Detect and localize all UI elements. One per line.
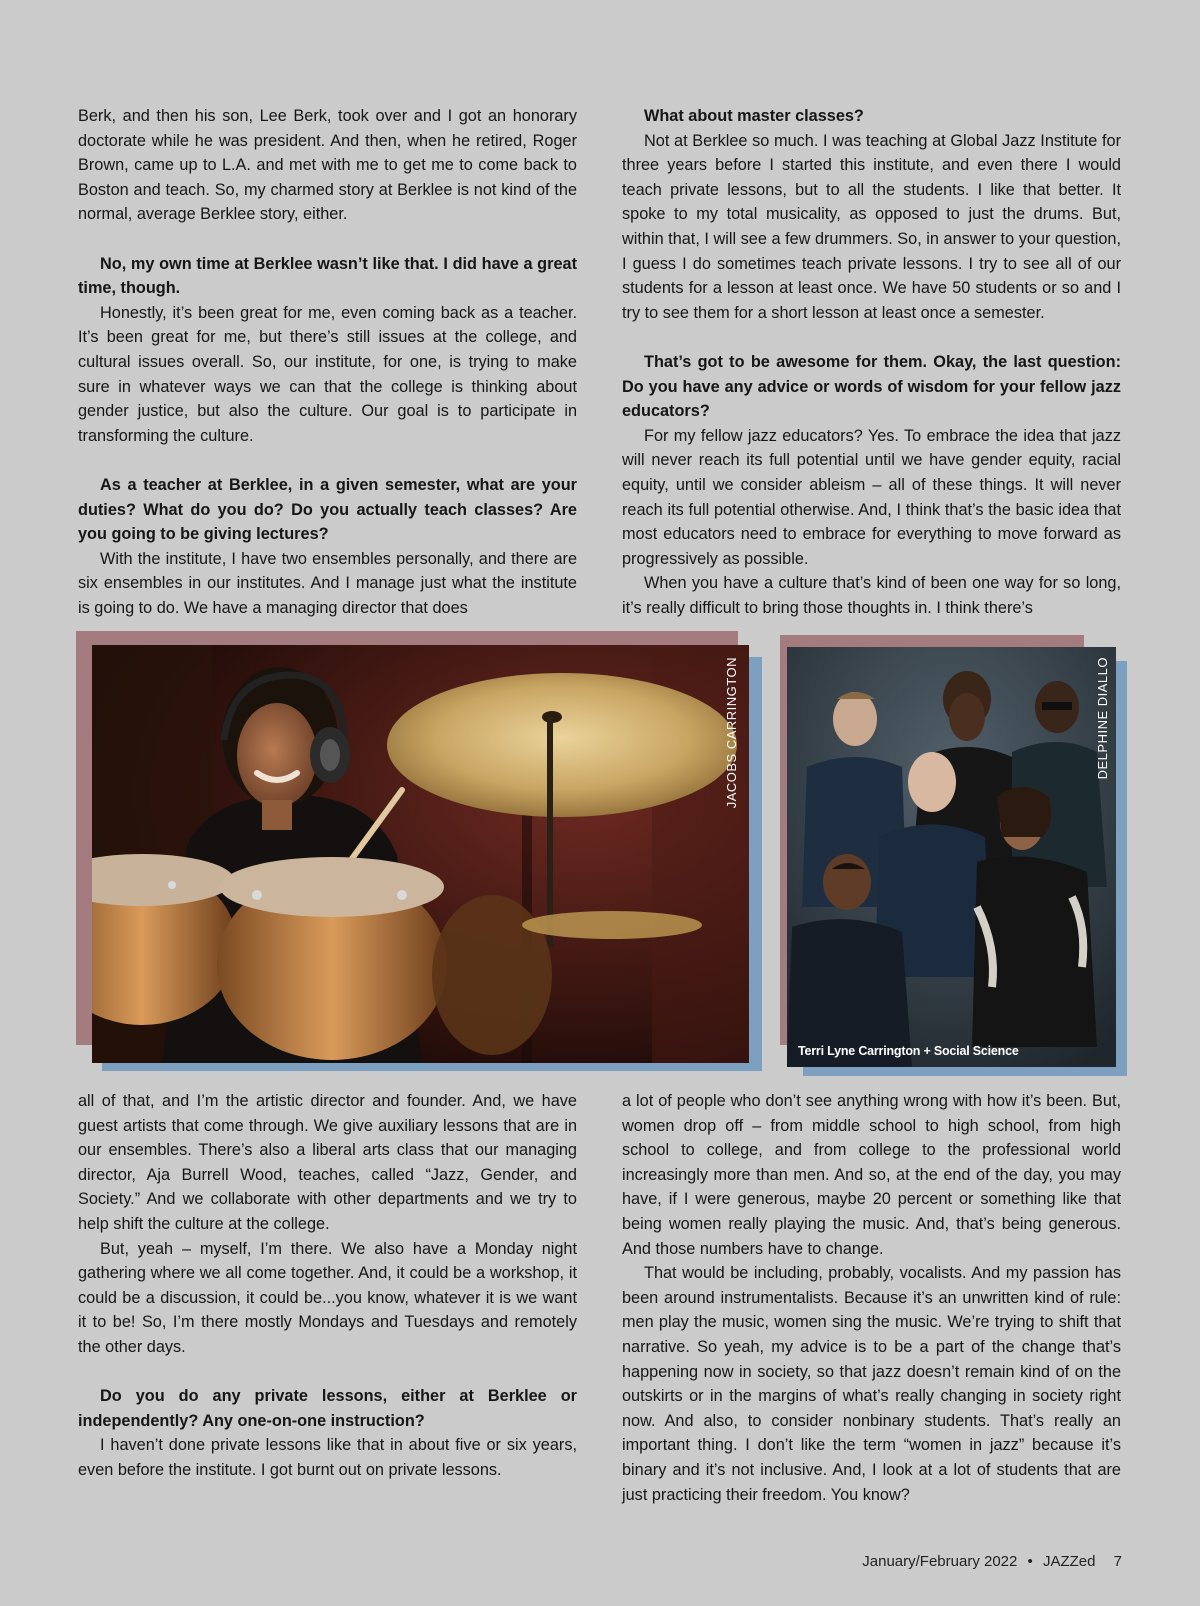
paragraph-spacer — [78, 227, 577, 252]
drummer-photo — [92, 645, 749, 1063]
interview-answer: a lot of people who don’t see anything wrong with how it’s been. But, women drop off – from middle school to high school, from high school to college, and from college to the professional world increasingly more than men. And so, at the end of the day, you may have, if I were generous, maybe 20 percent or something like that being women really playing the music. And, that’s being generous. And those numbers have to change. — [622, 1092, 1121, 1258]
interview-answer: For my fellow jazz educators? Yes. To embrace the idea that jazz will never reach its full potential until we have gender equity, racial equity, until we consider ableism – all of these things. It will never reach its full potential otherwise. And, I think that’s the basic idea that most educators need to embrace for everything to move forward as progressively as possible. — [622, 426, 1121, 568]
interview-answer: Berk, and then his son, Lee Berk, took over and I got an honorary doctorate while he was president. And then, when he retired, Roger Brown, came up to L.A. and met with me to get me to come back to Boston and teach. So, my charmed story at Berklee is not kind of the normal, average Berklee story, either. — [78, 107, 577, 224]
paragraph-spacer — [622, 325, 1121, 350]
group-photo-frame — [780, 635, 1127, 1076]
interview-answer: Not at Berklee so much. I was teaching at Global Jazz Institute for three years before I started this institute, and even there I would teach private lessons, but to all the students. I like that better. It spoke to my total musicality, as opposed to just the drums. But, within that, I will see a few drummers. So, in answer to your question, I guess I do sometimes teach private lessons. I try to see all of our students for a lesson at least once. We have 50 students or so and I try to see them for a short lesson at least once a semester. — [622, 131, 1121, 322]
paragraph-spacer — [78, 1360, 577, 1385]
interview-answer: Honestly, it’s been great for me, even coming back as a teacher. It’s been great for me, but there’s still issues at the college, and cultural issues overall. So, our institute, for one, is trying to make sure in whatever ways we can that the college is thinking about gender justice, but also the culture. Our goal is to participate in transforming the culture. — [78, 303, 577, 445]
article-column-right-top — [622, 104, 1121, 620]
drummer-photo-credit: JACOBS CARRINGTON — [724, 657, 739, 809]
interview-answer: But, yeah – myself, I’m there. We also have a Monday night gathering where we all come together. And, it could be a workshop, it could be a discussion, it could be...you know, whatever it is we want it to be! So, I’m there mostly Mondays and Tuesdays and remotely the other days. — [78, 1239, 577, 1356]
interview-question: What about master classes? — [644, 107, 864, 125]
page-number: 7 — [1113, 1553, 1122, 1570]
interview-answer: That would be including, probably, vocalists. And my passion has been around instrumentalists. Because it’s an unwritten kind of rule: men play the music, women sing the music. We’re trying to shift that narrative. So yeah, my advice is to be a part of the change that’s happening now in society, so that jazz doesn’t remain kind of on the outskirts or in the margins of what’s really changing in society right now. And also, to consider nonbinary students. That’s really an important thing. I don’t like the term “women in jazz” because it’s binary and it’s not inclusive. And, I look at a lot of students that are just practicing their freedom. You know? — [622, 1264, 1121, 1504]
article-column-left-top — [78, 104, 577, 620]
interview-answer: When you have a culture that’s kind of been one way for so long, it’s really difficult to bring those thoughts in. I think there’s — [622, 574, 1121, 617]
page-footer — [856, 1553, 1122, 1570]
group-photo-caption: Terri Lyne Carrington + Social Science — [798, 1044, 1019, 1058]
article-column-right-bottom — [622, 1089, 1121, 1507]
interview-question: Do you do any private lessons, either at Berklee or independently? Any one-on-one instruction? — [78, 1387, 577, 1430]
drummer-photo-frame — [76, 631, 762, 1071]
magazine-name: JAZZed — [1042, 1553, 1096, 1570]
drummer-photo-illustration — [92, 645, 749, 1063]
interview-question: No, my own time at Berklee wasn’t like that. I did have a great time, though. — [78, 254, 577, 298]
interview-question: As a teacher at Berklee, in a given semester, what are your duties? What do you do? Do you actually teach classes? Are you going to be giving lectures? — [78, 475, 577, 544]
issue-date: January/February 2022 — [862, 1553, 1018, 1570]
footer-bullet: • — [1027, 1553, 1033, 1570]
paragraph-spacer — [78, 448, 577, 473]
interview-answer: all of that, and I’m the artistic director and founder. And, we have guest artists that come through. We give auxiliary lessons that are in our ensembles. There’s also a liberal arts class that our managing director, Aja Burrell Wood, teaches, called “Jazz, Gender, and Society.” And we collaborate with other departments and we try to help shift the culture at the college. — [78, 1092, 577, 1233]
interview-question: That’s got to be awesome for them. Okay, the last question: Do you have any advice or words of wisdom for your fellow jazz educators? — [622, 352, 1121, 421]
group-photo-credit: DELPHINE DIALLO — [1095, 657, 1110, 780]
group-photo — [787, 647, 1116, 1067]
interview-answer: With the institute, I have two ensembles personally, and there are six ensembles in our institutes. And I manage just what the institute is going to do. We have a managing director that does — [78, 549, 577, 617]
group-photo-illustration — [787, 647, 1116, 1067]
article-column-left-bottom — [78, 1089, 577, 1483]
interview-answer: I haven’t done private lessons like that in about five or six years, even before the institute. I got burnt out on private lessons. — [78, 1436, 577, 1479]
